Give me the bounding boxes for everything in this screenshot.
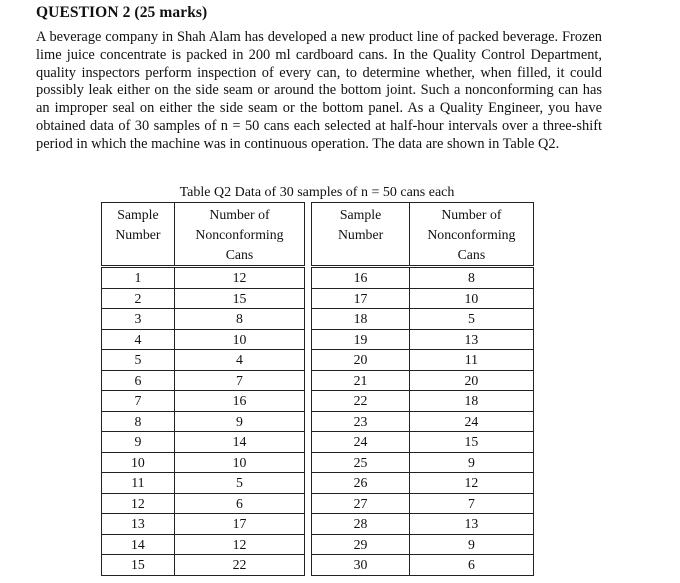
sample-number-cell: 27	[312, 493, 409, 514]
nonconforming-count-cell: 24	[409, 411, 533, 432]
nonconforming-count-cell: 8	[409, 267, 533, 289]
table-row	[102, 555, 534, 576]
column-separator	[305, 493, 312, 514]
table-row	[102, 309, 534, 330]
question-paragraph: A beverage company in Shah Alam has developed a new product line of packed beverage. Frozen lime juice concentrate is packed in 200 ml cardboard cans. In the Quality Control Department, quality inspectors perform inspection of every can, to determine whether, when filled, it could possibly leak either on the side seam or around the bottom joint. Such a nonconforming can has an improper seal on either the side seam or the bottom panel. As a Quality Engineer, you have obtained data of 30 samples of n = 50 cans each selected at half-hour intervals over a three-shift period in which the machine was in continuous operation. The data are shown in Table Q2.	[36, 29, 602, 152]
table-row	[102, 411, 534, 432]
sample-number-cell: 15	[102, 555, 175, 576]
nonconforming-count-cell: 9	[174, 411, 304, 432]
column-separator	[305, 288, 312, 309]
sample-number-cell: 19	[312, 329, 409, 350]
sample-number-cell: 12	[102, 493, 175, 514]
sample-number-cell: 25	[312, 452, 409, 473]
sample-number-cell: 8	[102, 411, 175, 432]
column-separator	[305, 514, 312, 535]
sample-number-cell: 21	[312, 370, 409, 391]
table-row	[102, 432, 534, 453]
table-row	[102, 329, 534, 350]
column-separator	[305, 370, 312, 391]
nonconforming-count-cell: 15	[409, 432, 533, 453]
nonconforming-count-cell: 9	[409, 452, 533, 473]
sample-number-cell: 4	[102, 329, 175, 350]
sample-number-cell: 18	[312, 309, 409, 330]
sample-number-cell: 14	[102, 534, 175, 555]
table-row	[102, 534, 534, 555]
table-row	[102, 267, 534, 289]
nonconforming-count-cell: 10	[174, 452, 304, 473]
column-separator	[305, 452, 312, 473]
sample-number-cell: 5	[102, 350, 175, 371]
nonconforming-count-cell: 18	[409, 391, 533, 412]
table-row	[102, 391, 534, 412]
sample-number-cell: 23	[312, 411, 409, 432]
nonconforming-count-cell: 15	[174, 288, 304, 309]
question-title: QUESTION 2 (25 marks)	[36, 4, 208, 21]
table-header-row	[102, 203, 534, 267]
column-separator	[305, 534, 312, 555]
nonconforming-count-cell: 13	[409, 514, 533, 535]
data-table	[101, 202, 534, 576]
sample-number-cell: 28	[312, 514, 409, 535]
sample-number-cell: 9	[102, 432, 175, 453]
nonconforming-count-cell: 12	[174, 267, 304, 289]
sample-number-cell: 3	[102, 309, 175, 330]
sample-number-cell: 2	[102, 288, 175, 309]
nonconforming-count-cell: 10	[174, 329, 304, 350]
table-row	[102, 473, 534, 494]
table-row	[102, 514, 534, 535]
nonconforming-count-cell: 20	[409, 370, 533, 391]
header-sample-number-1: Sample Number	[102, 203, 175, 267]
column-separator	[305, 329, 312, 350]
column-separator	[305, 432, 312, 453]
sample-number-cell: 11	[102, 473, 175, 494]
nonconforming-count-cell: 6	[174, 493, 304, 514]
nonconforming-count-cell: 6	[409, 555, 533, 576]
sample-number-cell: 30	[312, 555, 409, 576]
sample-number-cell: 20	[312, 350, 409, 371]
sample-number-cell: 17	[312, 288, 409, 309]
nonconforming-count-cell: 12	[174, 534, 304, 555]
table-row	[102, 350, 534, 371]
column-separator	[305, 203, 312, 267]
nonconforming-count-cell: 8	[174, 309, 304, 330]
column-separator	[305, 309, 312, 330]
nonconforming-count-cell: 11	[409, 350, 533, 371]
column-separator	[305, 555, 312, 576]
nonconforming-count-cell: 4	[174, 350, 304, 371]
header-sample-number-2: Sample Number	[312, 203, 409, 267]
nonconforming-count-cell: 9	[409, 534, 533, 555]
sample-number-cell: 7	[102, 391, 175, 412]
nonconforming-count-cell: 5	[409, 309, 533, 330]
sample-number-cell: 13	[102, 514, 175, 535]
column-separator	[305, 411, 312, 432]
sample-number-cell: 10	[102, 452, 175, 473]
nonconforming-count-cell: 5	[174, 473, 304, 494]
column-separator	[305, 350, 312, 371]
sample-number-cell: 29	[312, 534, 409, 555]
sample-number-cell: 24	[312, 432, 409, 453]
nonconforming-count-cell: 7	[409, 493, 533, 514]
table-row	[102, 288, 534, 309]
nonconforming-count-cell: 17	[174, 514, 304, 535]
table-row	[102, 493, 534, 514]
header-nonconforming-cans-2: Number of Nonconforming Cans	[409, 203, 533, 267]
sample-number-cell: 1	[102, 267, 175, 289]
sample-number-cell: 6	[102, 370, 175, 391]
nonconforming-count-cell: 13	[409, 329, 533, 350]
nonconforming-count-cell: 10	[409, 288, 533, 309]
nonconforming-count-cell: 16	[174, 391, 304, 412]
table-body	[102, 267, 534, 576]
table-row	[102, 370, 534, 391]
nonconforming-count-cell: 22	[174, 555, 304, 576]
column-separator	[305, 391, 312, 412]
column-separator	[305, 267, 312, 289]
table-row	[102, 452, 534, 473]
sample-number-cell: 26	[312, 473, 409, 494]
table-caption: Table Q2 Data of 30 samples of n = 50 cans each	[179, 185, 455, 200]
nonconforming-count-cell: 7	[174, 370, 304, 391]
sample-number-cell: 16	[312, 267, 409, 289]
column-separator	[305, 473, 312, 494]
header-nonconforming-cans-1: Number of Nonconforming Cans	[174, 203, 304, 267]
nonconforming-count-cell: 12	[409, 473, 533, 494]
sample-number-cell: 22	[312, 391, 409, 412]
nonconforming-count-cell: 14	[174, 432, 304, 453]
